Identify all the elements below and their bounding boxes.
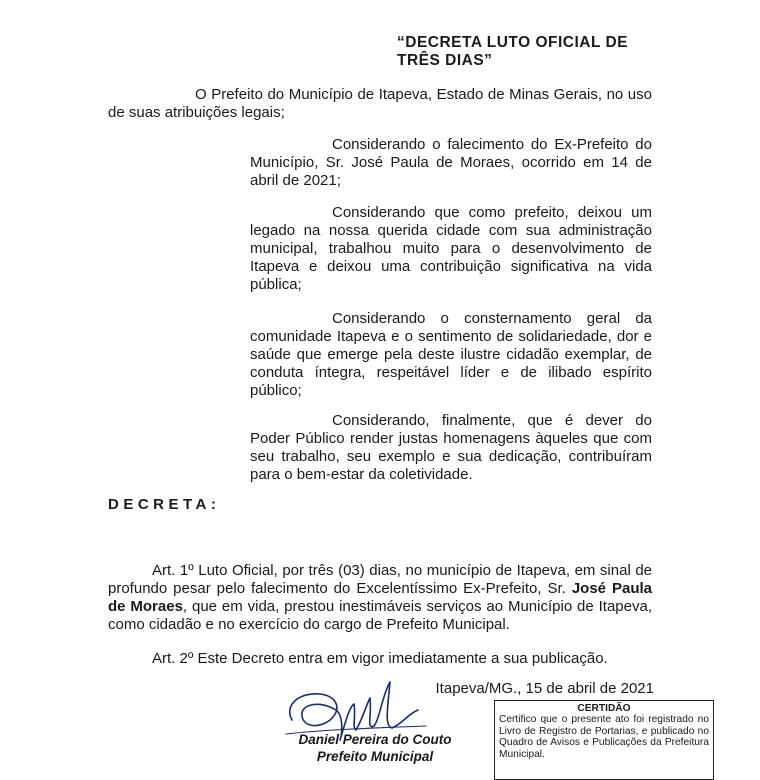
honoree-name: José Paula de Moraes xyxy=(108,580,652,615)
consideration-4: Considerando, finalmente, que é dever do Poder Público render justas homenagens àqueles que com seu trabalho, seu exemplo e sua dedicação, contribuíram para o bem-estar da coletividade. xyxy=(250,412,652,483)
certidao-title: CERTIDÃO xyxy=(577,703,631,714)
certidao-text: Certifico que o presente ato foi registrado no Livro de Registro de Portarias, e publicado no Quadro de Avisos e Publicações da Prefeitura Municipal. xyxy=(499,714,709,760)
article-2: Art. 2º Este Decreto entra em vigor imediatamente a sua publicação. xyxy=(152,650,608,667)
article-1-text-after: , que em vida, prestou inestimáveis serviços ao Município de Itapeva, como cidadão e no exercício do cargo de Prefeito Municipal. xyxy=(108,598,652,633)
article-1-text-before: Art. 1º Luto Oficial, por três (03) dias, no município de Itapeva, em sinal de profundo pesar pelo falecimento do Excelentíssimo Ex-Prefeito, Sr. xyxy=(108,562,652,597)
article-1 xyxy=(108,562,652,634)
consideration-3: Considerando o consternamento geral da comunidade Itapeva e o sentimento de solidariedade, dor e saúde que emerge pela deste ilustre cidadão exemplar, de conduta íntegra, respeitável líder e de ilibado espírito público; xyxy=(250,310,652,399)
decree-title: “DECRETA LUTO OFICIAL DE TRÊS DIAS” xyxy=(397,34,629,69)
place-date: Itapeva/MG., 15 de abril de 2021 xyxy=(435,680,654,697)
consideration-2: Considerando que como prefeito, deixou um legado na nossa querida cidade com sua administração municipal, trabalhou muito para o desenvolvimento de Itapeva e deixou uma contribuição significativa na vida pública; xyxy=(250,204,652,293)
certidao-box xyxy=(494,700,714,780)
signer-role: Prefeito Municipal xyxy=(316,749,434,764)
decreta-heading: DECRETA: xyxy=(108,496,221,513)
consideration-1: Considerando o falecimento do Ex-Prefeito do Município, Sr. José Paula de Moraes, ocorrido em 14 de abril de 2021; xyxy=(250,136,652,189)
signer-name: Daniel Pereira do Couto xyxy=(298,732,452,747)
decree-intro: O Prefeito do Município de Itapeva, Estado de Minas Gerais, no uso de suas atribuições legais; xyxy=(108,86,652,121)
